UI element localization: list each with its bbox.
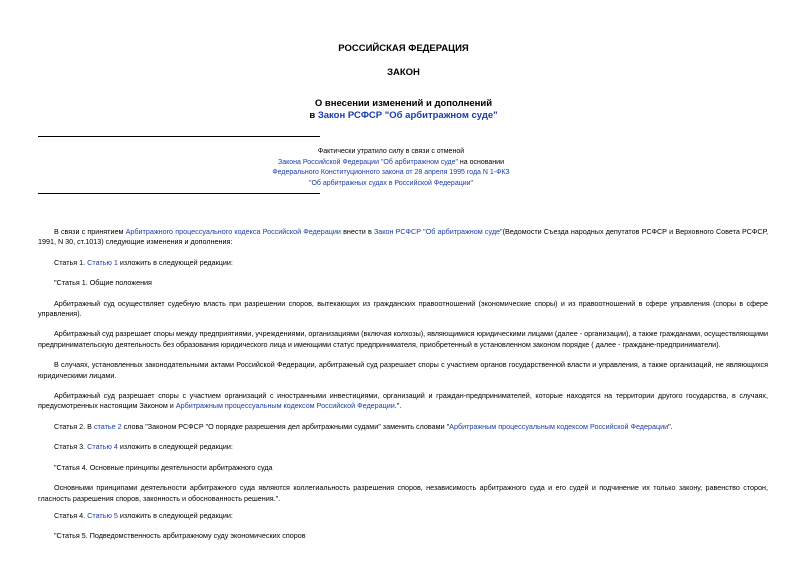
article-2-link[interactable]: статье 2 [93, 421, 122, 431]
apk-link-3[interactable]: Арбитражным процессуальным кодексом Российской Федерации [449, 421, 669, 431]
title-prefix: в [309, 110, 316, 121]
new-article-1-heading: "Статья 1. Общие положения [54, 278, 152, 288]
foreign-text-a: Арбитражный суд разрешает споры с участием организаций с иностранными инвестициями, организаций и граждан-предпринимателей, которые находятся на территории другого государства, в случаях, предусмотренных настоящим Законом и [38, 391, 768, 411]
bottom-divider [38, 193, 320, 194]
note-line-4 [250, 179, 532, 190]
paragraph-state-bodies: В случаях, установленных законодательными актами Российской Федерации, арбитражный суд разрешает споры с участием органов государственной власти и управления, а также организаций, не являющихся юридическими лицами. [38, 360, 768, 380]
paragraph-disputes-between: Арбитражный суд разрешает споры между предприятиями, учреждениями, организациями (включая колхозы), являющимися юридическими лицами (далее - организации), а также гражданами, осуществляющими предпринимательскую деятельность без образования юридического лица и имеющими статус предпринимателя, приобретенный в установленном законом порядке ( далее - граждане-предприниматели). [38, 329, 768, 349]
title-law-link[interactable]: Закон РСФСР "Об арбитражном суде" [317, 110, 498, 121]
arbitration-law-link[interactable]: Закон РСФСР "Об арбитражном суде" [373, 227, 503, 236]
country-heading: РОССИЙСКАЯ ФЕДЕРАЦИЯ [338, 43, 469, 54]
apk-link-2[interactable]: Арбитражным процессуальным кодексом Российской Федерации [175, 401, 395, 411]
intro-text-b: внести в [343, 227, 372, 236]
note-courts-law-link[interactable]: "Об арбитражных судах в Российской Федерации" [308, 179, 474, 187]
note-line-2 [250, 158, 532, 169]
note-law-link[interactable]: Закона Российской Федерации "Об арбитражном суде" [278, 158, 458, 166]
article-3-paragraph [38, 442, 768, 452]
new-article-4-heading: "Статья 4. Основные принципы деятельности арбитражного суда [54, 462, 273, 472]
article-3-label: Статья 3. [54, 442, 86, 452]
title-line-1: О внесении изменений и дополнений [314, 98, 493, 109]
paragraph-principles: Основными принципами деятельности арбитражного суда являются коллегиальность разрешения споров, независимость арбитражного суда и его судей и подчинение их только закону, равенство сторон, гласность разрешения споров, законность и обоснованность решения.". [38, 483, 768, 503]
article-1-link[interactable]: Статью 1 [87, 257, 118, 267]
foreign-text-b: .". [394, 401, 402, 411]
title-line-2 [0, 110, 807, 122]
paragraph-judicial-power: Арбитражный суд осуществляет судебную власть при разрешении споров, вытекающих из гражданских правоотношений (экономические споры) и из правоотношений в сфере управления (споры в сфере управления). [38, 298, 768, 319]
article-1-paragraph [38, 258, 768, 268]
article-1-label: Статья 1. [54, 257, 86, 267]
intro-text-a: В связи с принятием [54, 227, 124, 236]
article-1-text: изложить в следующей редакции: [119, 257, 233, 267]
intro-text-c: (Ведомости Съезда народных депутатов РСФСР и Верховного Совета РСФСР, 1991, N 30, ст.1013) следующие изменения и дополнения: [38, 227, 768, 247]
document-title [0, 98, 807, 122]
validity-note [250, 147, 532, 189]
article-4-paragraph [38, 511, 768, 521]
new-article-5-heading: "Статья 5. Подведомственность арбитражному суду экономических споров [54, 531, 306, 541]
top-divider [38, 136, 320, 137]
article-4-link[interactable]: Статью 4 [87, 442, 118, 452]
note-federal-law-link[interactable]: Федерального Конституционного закона от 28 апреля 1995 года N 1-ФКЗ [272, 169, 510, 176]
note-line-3 [250, 168, 532, 179]
apk-link[interactable]: Арбитражного процессуального кодекса Российской Федерации [125, 227, 341, 236]
article-2-end: ". [668, 421, 673, 431]
paragraph-foreign-investment [38, 391, 768, 412]
note-line-1: Фактически утратило силу в связи с отменой [317, 148, 465, 155]
article-2-text: слова "Законом РСФСР "О порядке разрешения дел арбитражными судами" заменить словами " [123, 421, 450, 431]
article-2-label: Статья 2. В [54, 421, 92, 431]
note-line-2-suffix: на основании [459, 158, 504, 166]
article-3-text: изложить в следующей редакции: [119, 442, 233, 452]
intro-paragraph [38, 227, 768, 248]
article-5-link[interactable]: Статью 5 [87, 510, 118, 520]
article-2-paragraph [38, 422, 768, 432]
article-4-text: изложить в следующей редакции: [119, 510, 233, 520]
document-type-heading: ЗАКОН [387, 67, 420, 78]
document-body [38, 227, 768, 552]
article-4-label: Статья 4. [54, 510, 86, 520]
